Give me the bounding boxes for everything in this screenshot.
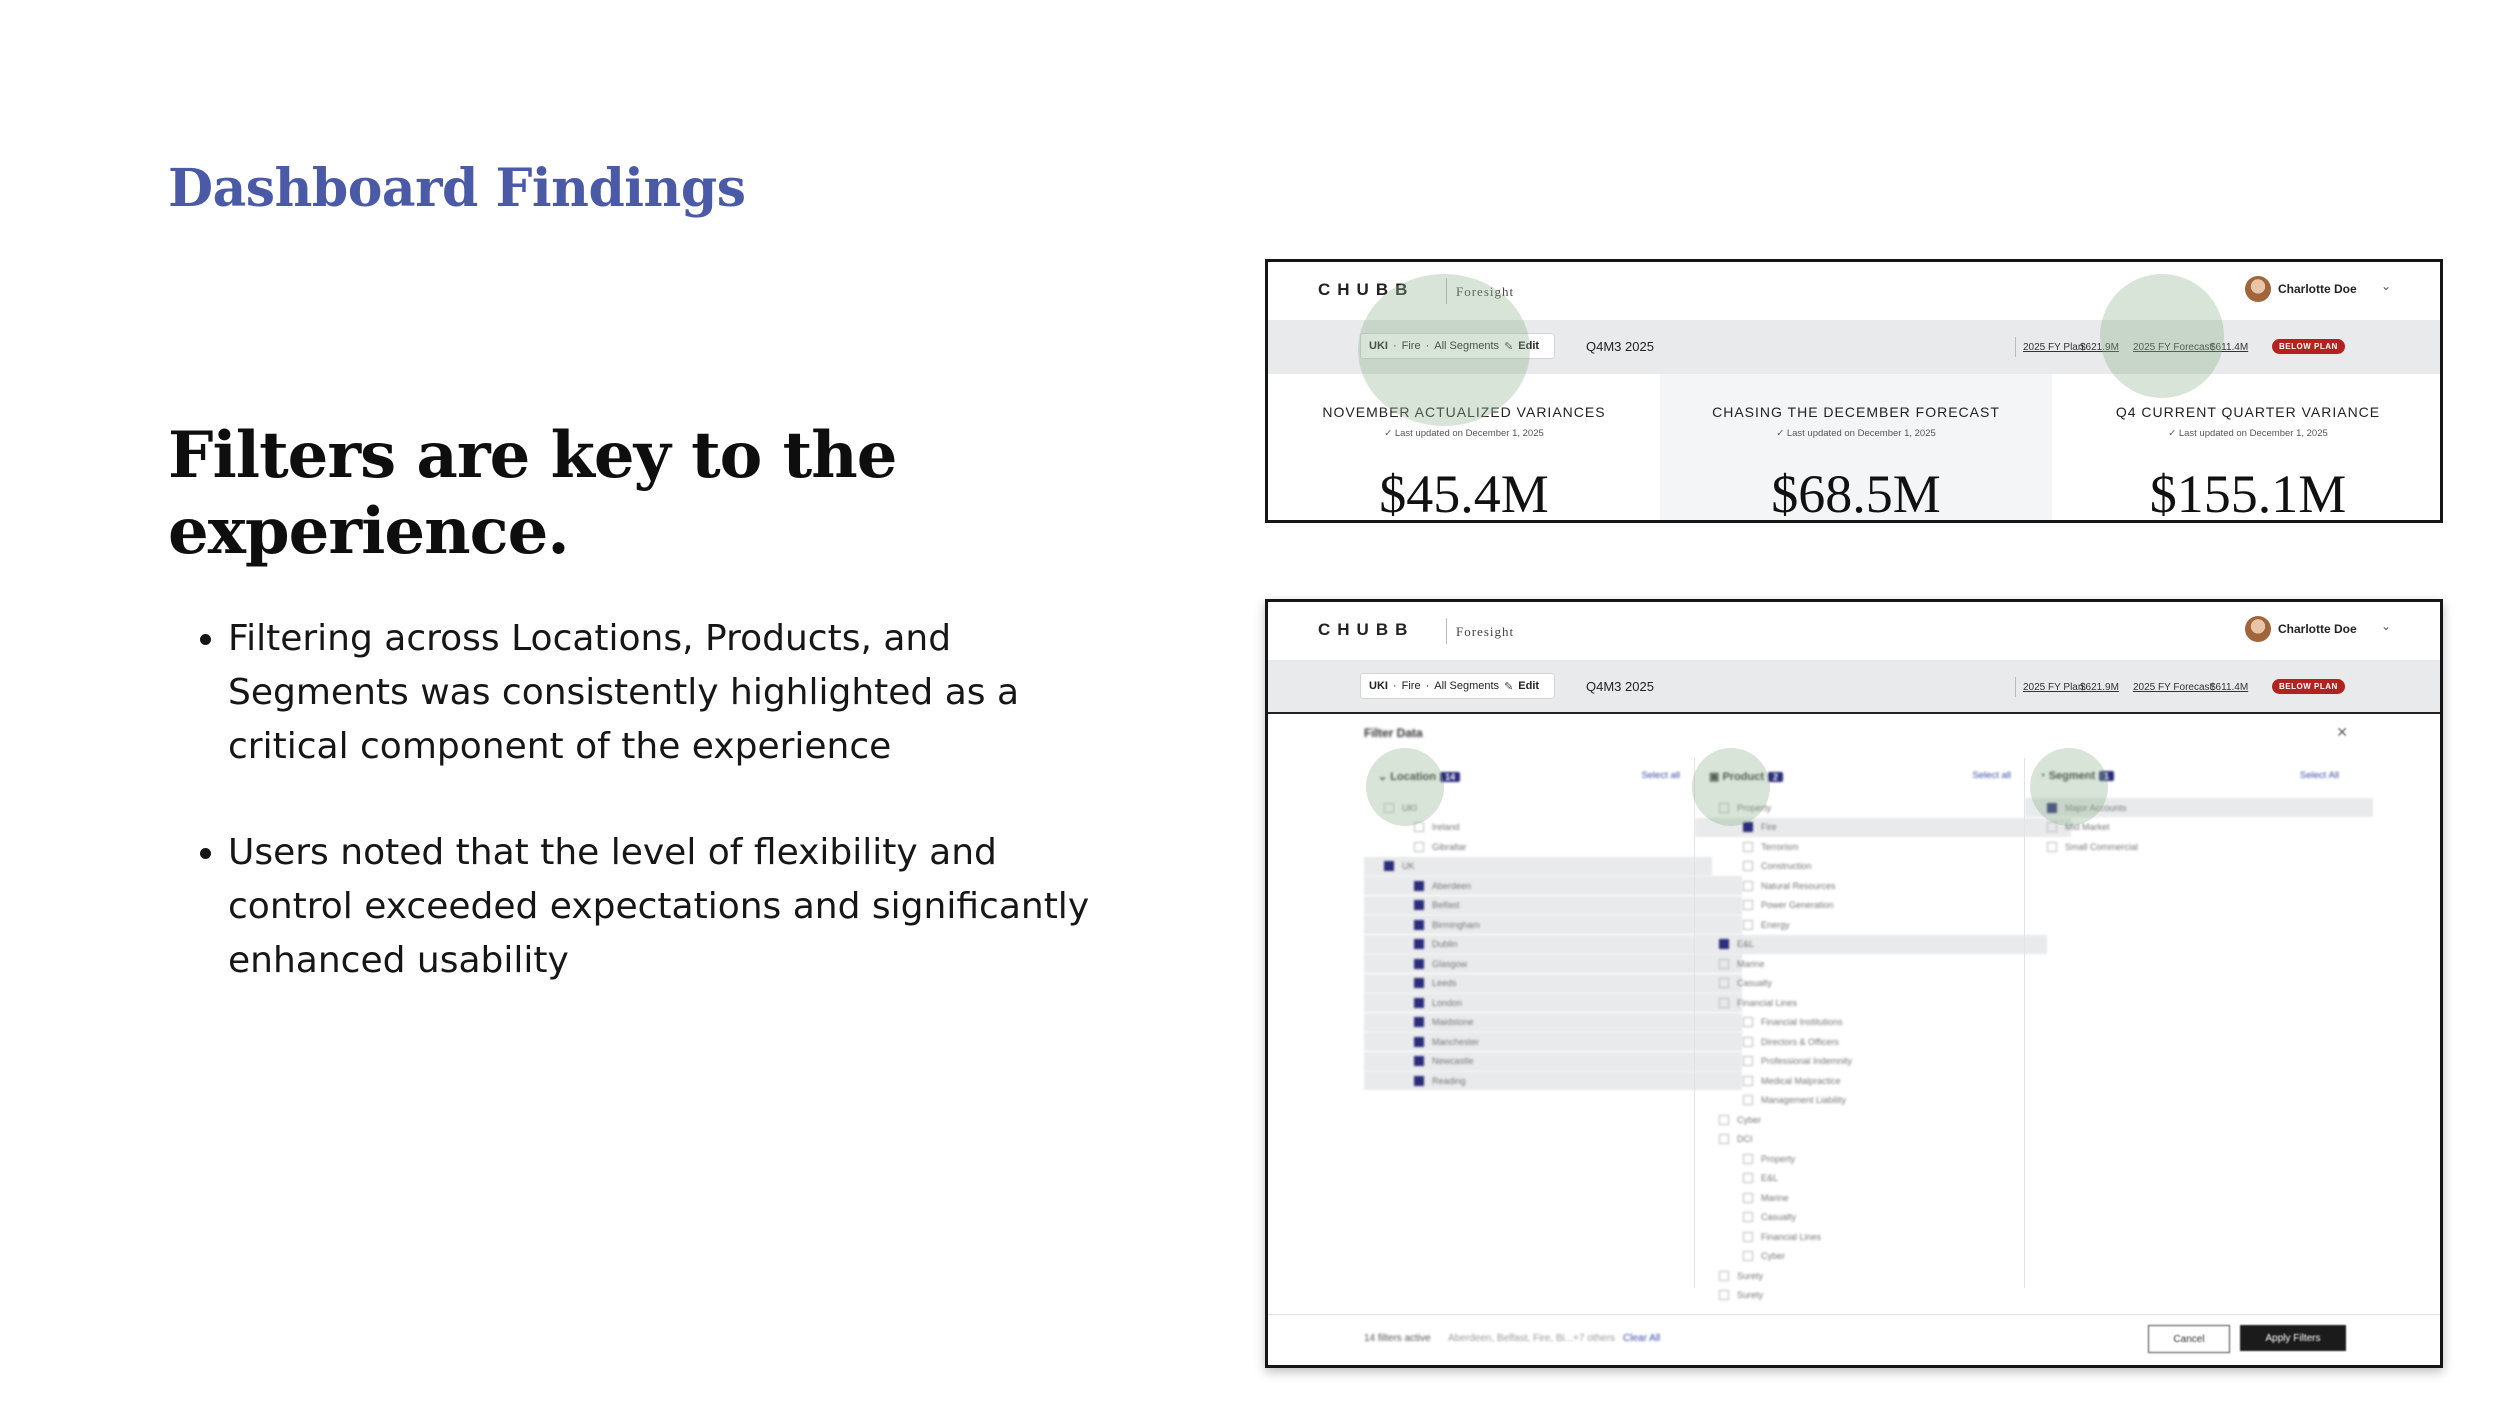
filter-item-label: UKI [1402,802,1418,813]
logo-divider [1446,618,1447,644]
filter-item-label: Small Commercial [2065,841,2139,852]
filter-item-label: Major Accounts [2065,802,2127,813]
filter-item-label: Mid Market [2065,822,2110,832]
filter-list-item[interactable] [1695,1091,2071,1110]
checkbox[interactable] [1719,959,1729,969]
checkbox[interactable] [1743,1173,1753,1183]
filter-list-item[interactable] [1364,896,1742,915]
kpi-card[interactable] [2052,374,2443,523]
highlight-circle [1692,748,1770,826]
segment-count: 1 [2099,771,2114,781]
pill-sep: · [1425,680,1430,692]
checkbox[interactable] [1743,1076,1753,1086]
checkbox[interactable] [1719,1271,1729,1281]
pill-line: Fire [1401,680,1421,692]
checkbox[interactable] [1743,842,1753,852]
checkbox[interactable] [1414,842,1424,852]
filter-list-item[interactable] [1695,1071,2071,1090]
filter-list-item[interactable] [1695,1052,2071,1071]
highlight-circle [2030,748,2108,826]
filter-list-item[interactable] [1364,935,1742,954]
location-select-all[interactable]: Select all [1641,770,1680,781]
forecast-label[interactable]: 2025 FY Forecast: [2133,682,2216,693]
finding-bullet: • Filtering across Locations, Products, and Segments was consistently highlighted as a critical component of the experience [228,612,1108,774]
slide-headline: Filters are key to the experience. [168,418,897,569]
filter-item-label: Cyber [1761,1251,1786,1261]
filter-item-label: London [1432,997,1463,1008]
filter-item-label: Birmingham [1432,919,1481,930]
checkbox[interactable] [2047,842,2057,852]
filter-item-label: Property [1737,802,1772,813]
filter-list-item[interactable] [1695,1208,2071,1227]
checkbox[interactable] [1743,1232,1753,1242]
product-heading[interactable]: ▣ Product 2 [1709,770,1783,783]
plan-label[interactable]: 2025 FY Plan: [2023,342,2087,353]
filter-item-label: Management Liability [1761,1095,1847,1105]
product-column [1694,758,2023,1300]
filter-bar [1268,660,2440,714]
filter-item-label: DCI [1737,1134,1753,1144]
checkbox[interactable] [1719,1115,1729,1125]
checkbox[interactable] [1414,1056,1424,1066]
filter-item-label: Glasgow [1432,958,1468,969]
kpi-title: NOVEMBER ACTUALIZED VARIANCES [1322,404,1606,420]
product-name: Foresight [1456,284,1515,299]
clear-all-link[interactable]: Clear All [1623,1333,1661,1344]
panel-title: Filter Data [1364,726,1423,740]
chubb-logo: CHUBB [1318,620,1415,639]
pill-segment: All Segments [1434,680,1500,692]
filter-list-item[interactable] [1364,974,1742,993]
checkbox[interactable] [1743,900,1753,910]
checkbox[interactable] [1743,1037,1753,1047]
filter-item-label: Aberdeen [1432,880,1472,891]
filter-list-item[interactable] [1695,1286,2047,1305]
filter-list-item[interactable] [1364,1052,1742,1071]
kpi-value: $68.5M [1771,464,1941,523]
pill-sep: · [1392,340,1397,352]
filter-list-item[interactable] [1364,876,1742,895]
checkbox[interactable] [1414,900,1424,910]
checkbox[interactable] [1414,978,1424,988]
filter-list-item[interactable] [1695,1149,2071,1168]
kpi-updated: ✓ Last updated on December 1, 2025 [2168,428,2328,439]
app-header [1268,602,2440,660]
checkbox[interactable] [1414,998,1424,1008]
filter-list-item[interactable] [1695,857,2071,876]
filter-item-label: Newcastle [1432,1056,1474,1066]
filter-list-item[interactable] [1695,1169,2071,1188]
filter-item-label: Casualty [1761,1212,1797,1222]
plan-value[interactable]: $621.9M [2080,682,2119,693]
checkbox[interactable] [1743,881,1753,891]
user-name[interactable]: Charlotte Doe [2278,622,2357,636]
filter-list-item[interactable] [1364,1013,1742,1032]
finding-bullet: • Users noted that the level of flexibility and control exceeded expectations and significantly enhanced usability [228,826,1108,988]
pill-sep: · [1392,680,1397,692]
filter-item-label: Ireland [1432,822,1460,832]
filter-list-item[interactable] [1364,837,1742,856]
filter-list-item[interactable] [1695,1110,2047,1129]
avatar[interactable] [2245,616,2271,642]
kpi-updated-text: Last updated on December 1, 2025 [1394,428,1544,439]
dashboard-screenshot [1265,259,2443,523]
chevron-down-icon[interactable]: ⌄ [2381,619,2392,633]
filter-list-item[interactable] [1695,954,2047,973]
filter-screenshot [1265,599,2443,1368]
filter-item-label: E&L [1761,1173,1779,1183]
checkbox[interactable] [1414,1037,1424,1047]
filter-item-label: Directors & Officers [1761,1036,1839,1047]
kpi-updated: ✓ Last updated on December 1, 2025 [1384,428,1544,439]
filter-list-item[interactable] [2025,837,2373,856]
segment-column [2024,758,2351,1288]
location-label: Location [1390,771,1437,783]
checkbox[interactable] [1414,920,1424,930]
filter-list-item[interactable] [1364,954,1742,973]
filter-list-item[interactable] [1695,1013,2071,1032]
plan-divider [2015,677,2016,697]
filter-item-label: Surety [1737,1270,1764,1281]
filter-list-item[interactable] [1364,915,1742,934]
edit-icon[interactable]: ✎ [1504,340,1514,353]
filter-list-item[interactable] [1695,1032,2071,1051]
kpi-title: CHASING THE DECEMBER FORECAST [1712,404,2000,420]
filter-item-label: Marine [1737,958,1765,969]
filter-list-item[interactable] [1695,818,2071,837]
plan-value[interactable]: $621.9M [2080,342,2119,353]
plan-label[interactable]: 2025 FY Plan: [2023,682,2087,693]
forecast-label[interactable]: 2025 FY Forecast: [2133,342,2216,353]
cancel-button[interactable]: Cancel [2148,1325,2230,1353]
filter-list-item[interactable] [1695,1266,2047,1285]
kpi-updated-text: Last updated on December 1, 2025 [1786,428,1936,439]
filter-item-label: Dublin [1432,939,1458,949]
filter-item-label: Terrorism [1761,841,1799,852]
checkbox[interactable] [1743,1154,1753,1164]
status-badge: BELOW PLAN [2272,339,2345,354]
highlight-circle [1358,274,1530,426]
product-name: Foresight [1456,624,1515,639]
filter-panel [1268,714,2440,1368]
filter-item-label: Gibraltar [1432,841,1467,852]
filter-item-label: Property [1761,1153,1796,1164]
checkbox[interactable] [1414,1017,1424,1027]
filter-item-label: E&L [1737,939,1755,949]
kpi-value: $45.4M [1379,464,1549,523]
edit-icon[interactable]: ✎ [1504,680,1514,693]
filter-item-label: Surety [1737,1290,1764,1300]
close-icon[interactable]: ✕ [2336,724,2348,740]
checkbox[interactable] [1743,1193,1753,1203]
forecast-value[interactable]: $611.4M [2210,342,2249,353]
plan-divider [2015,337,2016,357]
filter-item-label: Leeds [1432,978,1457,988]
edit-link[interactable]: Edit [1518,680,1540,692]
filter-pill[interactable] [1360,673,1555,699]
filter-item-label: Reading [1432,1075,1466,1086]
checkbox[interactable] [1414,1076,1424,1086]
checkbox[interactable] [1719,939,1729,949]
edit-link[interactable]: Edit [1518,340,1540,352]
segment-heading[interactable]: ◔ Segment 1 [2039,770,2114,782]
chevron-down-icon[interactable]: ⌄ [2381,279,2392,293]
filter-list-item[interactable] [1695,876,2071,895]
checkbox[interactable] [1743,861,1753,871]
filter-item-label: UK [1402,861,1415,871]
filter-list-item[interactable] [1695,1227,2071,1246]
checkbox[interactable] [1719,978,1729,988]
checkbox[interactable] [1743,1095,1753,1105]
filter-list-item[interactable] [1364,857,1712,876]
checkbox[interactable] [1743,920,1753,930]
filter-item-label: Natural Resources [1761,880,1836,891]
user-name[interactable]: Charlotte Doe [2278,282,2357,296]
highlight-circle [2100,274,2224,398]
checkbox[interactable] [1743,1251,1753,1261]
location-count: 14 [1440,772,1460,782]
apply-filters-button[interactable]: Apply Filters [2240,1325,2346,1351]
product-label: Product [1722,771,1765,783]
pill-region: UKI [1369,680,1388,692]
filter-item-label: Professional Indemnity [1761,1056,1853,1066]
filter-item-label: Financial Lines [1761,1231,1822,1242]
filter-list-item[interactable] [1695,915,2071,934]
active-filter-tags: Aberdeen, Belfast, Fire, Bi...+7 others [1448,1333,1616,1344]
location-column [1364,758,1692,1288]
filter-list-item[interactable] [1695,896,2071,915]
segment-label: Segment [2048,770,2096,782]
filter-item-label: Maidstone [1432,1017,1474,1027]
filter-item-label: Fire [1761,822,1777,832]
checkbox[interactable] [1414,939,1424,949]
period-label: Q4M3 2025 [1586,679,1654,694]
product-select-all[interactable]: Select all [1972,770,2011,781]
filter-list-item[interactable] [1695,993,2047,1012]
filter-item-label: Belfast [1432,900,1460,910]
checkbox[interactable] [1719,998,1729,1008]
segment-select-all[interactable]: Select All [2299,770,2339,781]
slide-eyebrow: Dashboard Findings [168,158,746,219]
pill-segment: All Segments [1434,340,1500,352]
checkbox[interactable] [1743,1212,1753,1222]
forecast-value[interactable]: $611.4M [2210,682,2249,693]
filter-list-item[interactable] [1695,837,2071,856]
filter-list-item[interactable] [1695,1188,2071,1207]
filter-item-label: Energy [1761,919,1790,930]
highlight-circle [1366,748,1444,826]
filter-item-label: Power Generation [1761,900,1834,910]
filter-item-label: Casualty [1737,978,1773,988]
pill-sep: · [1425,340,1430,352]
chubb-logo: CHUBB [1318,280,1415,299]
filter-item-label: Cyber [1737,1114,1762,1125]
pill-region: UKI [1369,340,1388,352]
kpi-value: $155.1M [2149,464,2347,523]
active-filter-count: 14 filters active [1364,1333,1431,1344]
checkbox[interactable] [1414,959,1424,969]
filter-list-item[interactable] [1364,1071,1742,1090]
filter-item-label: Medical Malpractice [1761,1075,1841,1086]
filter-item-label: Marine [1761,1192,1789,1203]
checkbox[interactable] [1719,1290,1729,1300]
location-heading[interactable]: ⌄ Location 14 [1378,770,1460,783]
checkbox[interactable] [1743,1056,1753,1066]
filter-list-item[interactable] [1364,993,1742,1012]
kpi-card[interactable] [1660,374,2052,523]
filter-item-label: Financial Lines [1737,997,1798,1008]
filter-list-item[interactable] [1695,974,2047,993]
filter-list-item[interactable] [1695,1130,2047,1149]
product-count: 2 [1768,772,1783,782]
pill-line: Fire [1401,340,1421,352]
panel-footer [1268,1314,2440,1368]
checkbox[interactable] [1743,1017,1753,1027]
period-label: Q4M3 2025 [1586,339,1654,354]
findings-list [188,612,1108,1040]
checkbox[interactable] [1719,1134,1729,1144]
kpi-updated: ✓ Last updated on December 1, 2025 [1776,428,1936,439]
kpi-updated-text: Last updated on December 1, 2025 [2178,428,2328,439]
avatar[interactable] [2245,276,2271,302]
filter-list-item[interactable] [1364,1032,1742,1051]
kpi-title: Q4 CURRENT QUARTER VARIANCE [2115,404,2381,420]
filter-list-item[interactable] [1695,1247,2071,1266]
status-badge: BELOW PLAN [2272,679,2345,694]
filter-list-item[interactable] [1695,935,2047,954]
filter-item-label: Manchester [1432,1036,1480,1047]
filter-item-label: Construction [1761,861,1812,871]
checkbox[interactable] [1384,861,1394,871]
filter-item-label: Financial Institutions [1761,1017,1843,1027]
checkbox[interactable] [1414,881,1424,891]
